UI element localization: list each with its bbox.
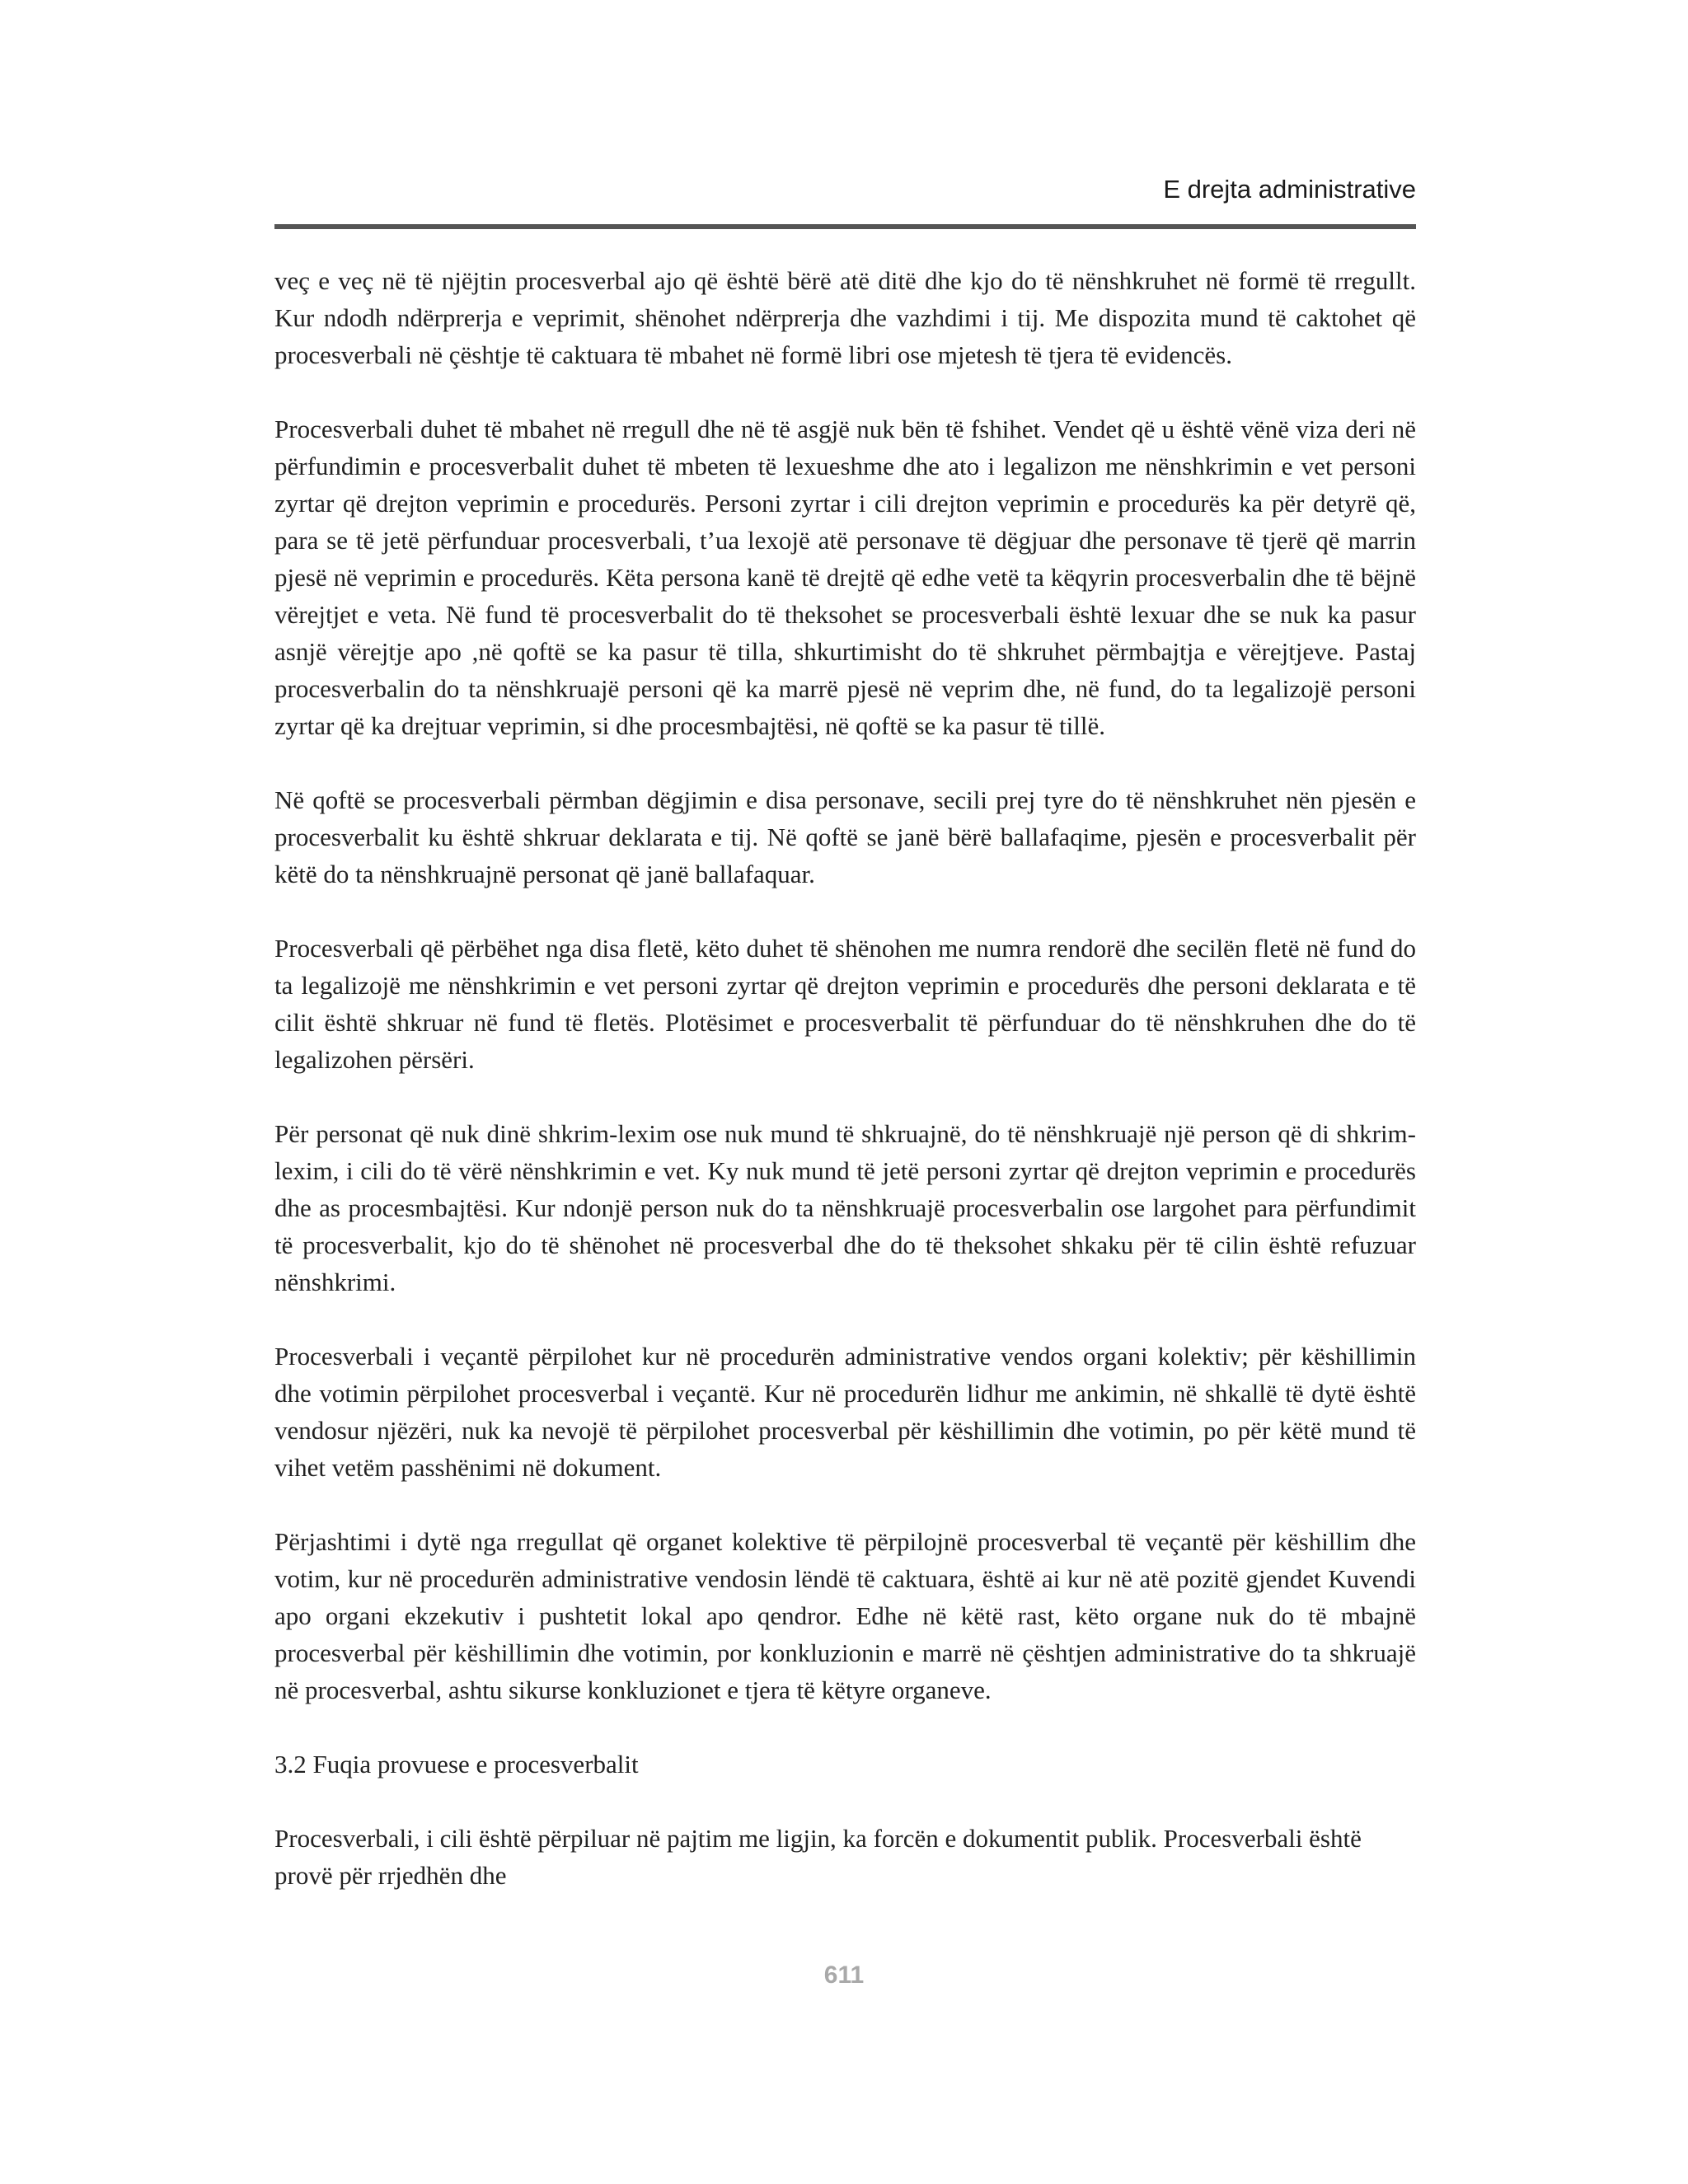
header-rule (274, 224, 1416, 229)
paragraph: Procesverbali duhet të mbahet në rregull dhe në të asgjë nuk bën të fshihet. Vendet që u është vënë viza deri në përfundimin e procesverbalit duhet të mbeten të lexueshme dhe ato i legalizon me nënshkrimin e vet personi zyrtar që drejton veprimin e procedurës. Personi zyrtar i cili drejton veprimin e procedurës ka për detyrë që, para se të jetë përfunduar procesverbali, t’ua lexojë atë personave të dëgjuar dhe personave të tjerë që marrin pjesë në veprimin e procedurës. Këta persona kanë të drejtë që edhe vetë ta këqyrin procesverbalin dhe të bëjnë vërejtjet e veta. Në fund të procesverbalit do të theksohet se procesverbali është lexuar dhe se nuk ka pasur asnjë vërejtje apo ,në qoftë se ka pasur të tilla, shkurtimisht do të shkruhet përmbajtja e vërejtjeve. Pastaj procesverbalin do ta nënshkruajë personi që ka marrë pjesë në veprim dhe, në fund, do ta legalizojë personi zyrtar që ka drejtuar veprimin, si dhe procesmbajtësi, në qoftë se ka pasur të tillë. (274, 415, 1416, 740)
paragraph: Për personat që nuk dinë shkrim-lexim ose nuk mund të shkruajnë, do të nënshkruajë një person që di shkrim-lexim, i cili do të vërë nënshkrimin e vet. Ky nuk mund të jetë personi zyrtar që drejton veprimin e procedurës dhe as procesmbajtësi. Kur ndonjë person nuk do ta nënshkruajë procesverbalin ose largohet para përfundimit të procesverbalit, kjo do të shënohet në procesverbal dhe do të theksohet shkaku për të cilin është refuzuar nënshkrimi. (274, 1119, 1416, 1296)
section-heading: 3.2 Fuqia provuese e procesverbalit (274, 1750, 639, 1779)
paragraph: Procesverbali, i cili është përpiluar në pajtim me ligjin, ka forcën e dokumentit publik. Procesverbali është provë për rrjedhën dhe (274, 1824, 1362, 1890)
paragraph: Në qoftë se procesverbali përmban dëgjimin e disa personave, secili prej tyre do të nënshkruhet nën pjesën e procesverbalit ku është shkruar deklarata e tij. Në qoftë se janë bërë ballafaqime, pjesën e procesverbalit për këtë do ta nënshkruajnë personat që janë ballafaquar. (274, 785, 1416, 888)
running-header: E drejta administrative (1163, 175, 1416, 204)
body-text (274, 262, 1416, 1894)
paragraph: veç e veç në të njëjtin procesverbal ajo që është bërë atë ditë dhe kjo do të nënshkruhet në formë të rregullt. Kur ndodh ndërprerja e veprimit, shënohet ndërprerja dhe vazhdimi i tij. Me dispozita mund të caktohet që procesverbali në çështje të caktuara të mbahet në formë libri ose mjetesh të tjera të evidencës. (274, 266, 1416, 369)
paragraph: Përjashtimi i dytë nga rregullat që organet kolektive të përpilojnë procesverbal të veçantë për këshillim dhe votim, kur në procedurën administrative vendosin lëndë të caktuara, është ai kur në atë pozitë gjendet Kuvendi apo organi ekzekutiv i pushtetit lokal apo qendror. Edhe në këtë rast, këto organe nuk do të mbajnë procesverbal për këshillimin dhe votimin, por konkluzionin e marrë në çështjen administrative do ta shkruajë në procesverbal, ashtu sikurse konkluzionet e tjera të këtyre organeve. (274, 1527, 1416, 1704)
page-number: 611 (823, 1961, 865, 1989)
paragraph: Procesverbali i veçantë përpilohet kur në procedurën administrative vendos organi kolektiv; për këshillimin dhe votimin përpilohet procesverbal i veçantë. Kur në procedurën lidhur me ankimin, në shkallë të dytë është vendosur njëzëri, nuk ka nevojë të përpilohet procesverbal për këshillimin dhe votimin, po për këtë mund të vihet vetëm passhënimi në dokument. (274, 1342, 1416, 1482)
paragraph: Procesverbali që përbëhet nga disa fletë, këto duhet të shënohen me numra rendorë dhe secilën fletë në fund do ta legalizojë me nënshkrimin e vet personi zyrtar që drejton veprimin e procedurës dhe personi deklarata e të cilit është shkruar në fund të fletës. Plotësimet e procesverbalit të përfunduar do të nënshkruhen dhe do të legalizohen përsëri. (274, 934, 1416, 1074)
